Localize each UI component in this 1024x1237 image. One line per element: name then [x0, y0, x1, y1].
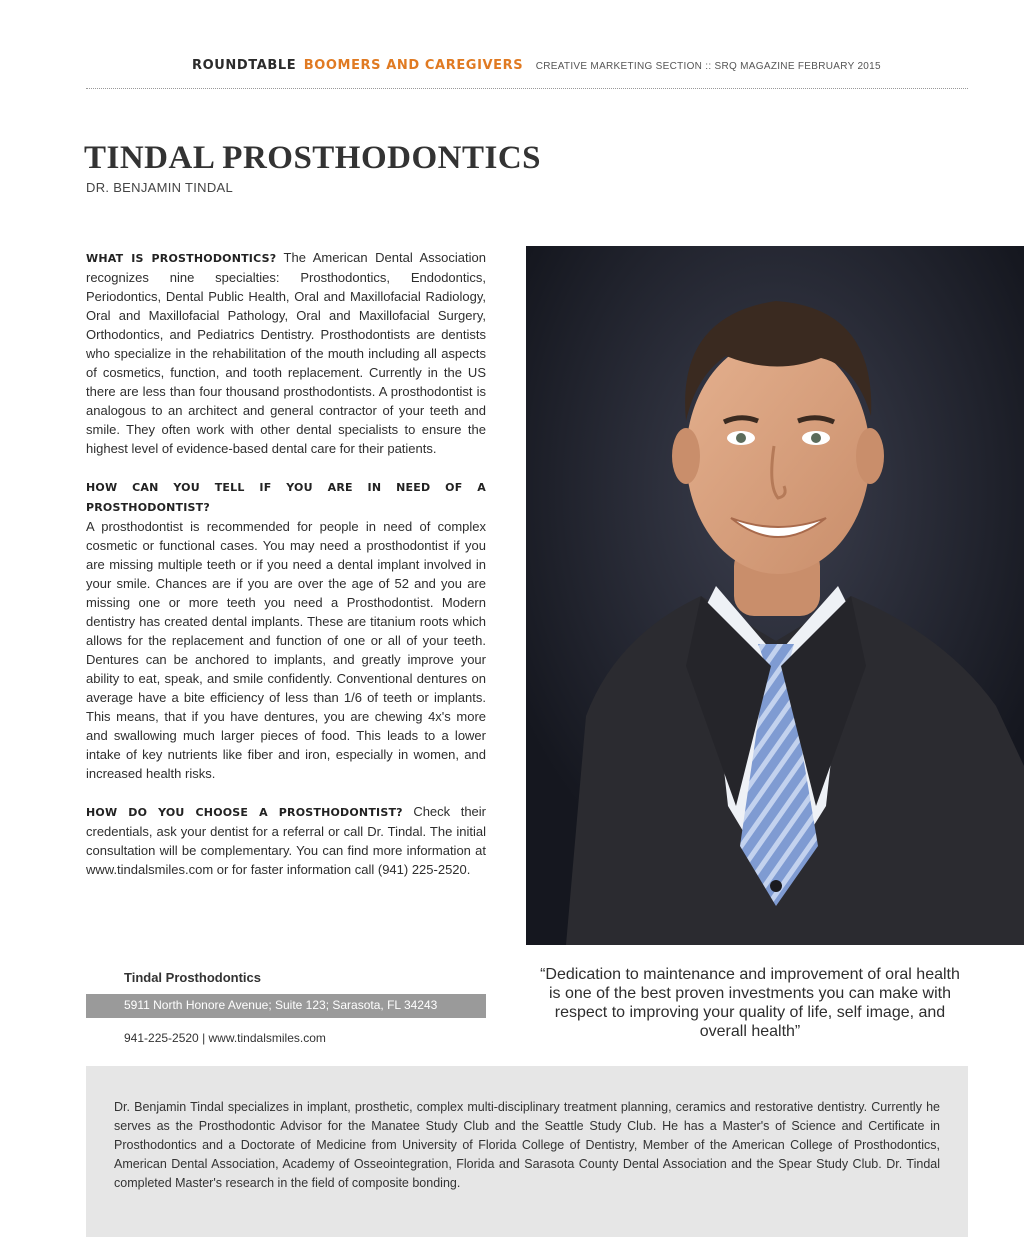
contact-card	[86, 964, 486, 1054]
portrait-illustration	[526, 246, 1024, 945]
header-section: ROUNDTABLE	[192, 58, 297, 73]
section-heading: WHAT IS PROSTHODONTICS?	[86, 252, 277, 265]
section-text: A prosthodontist is recommended for people in need of complex cosmetic or functional cases. You may need a prosthodontist if you are missing multiple teeth or if you need a dental implant involved in your smile. Chances are if you are over the age of 52 and you are missing one or more teeth you need a Prosthodontist. Modern dentistry has created dental implants. These are titanium roots which allows for the replacement and function of one or all of your teeth. Dentures can be anchored to implants, and greatly improve your ability to eat, speak, and smile confidently. Conventional dentures on average have a bite efficiency of less than 1/6 of teeth or implants. This means, that if you have dentures, you are chewing 4x's more and swallowing much larger pieces of food. This leads to a lower intake of key nutrients like fiber and iron, especially in women, and increased health risks.	[86, 519, 486, 781]
address-band	[86, 994, 486, 1018]
running-header	[192, 56, 892, 74]
section-choose	[86, 802, 486, 879]
pull-quote: “Dedication to maintenance and improvement of oral health is one of the best proven investments you can make with respect to improving your quality of life, self image, and overall health”	[540, 966, 960, 1040]
section-heading: HOW CAN YOU TELL IF YOU ARE IN NEED OF A PROSTHODONTIST?	[86, 481, 486, 514]
section-heading: HOW DO YOU CHOOSE A PROSTHODONTIST?	[86, 806, 403, 819]
portrait-photo	[526, 246, 1024, 945]
page-title: TINDAL PROSTHODONTICS	[84, 140, 542, 176]
author-name: DR. BENJAMIN TINDAL	[86, 180, 234, 195]
section-need	[86, 477, 486, 783]
header-source: CREATIVE MARKETING SECTION :: SRQ MAGAZINE FEBRUARY 2015	[535, 61, 881, 72]
section-text: Check their credentials, ask your dentist for a referral or call Dr. Tindal. The initial consultation will be complementary. You can find more information at www.tindalsmiles.com or for faster information call (941) 225-2520.	[86, 804, 486, 877]
bio-text: Dr. Benjamin Tindal specializes in implant, prosthetic, complex multi-disciplinary treatment planning, ceramics and restorative dentistry. Currently he serves as the Prosthodontic Advisor for the Manatee Study Club and the Seattle Study Club. He has a Master's of Science and Certificate in Prosthodontics and a Doctorate of Medicine from University of Florida College of Dentistry, Member of the American College of Prosthodontics, American Dental Association, Academy of Osseointegration, Florida and Sarasota County Dental Association and the Spear Study Club. Dr. Tindal completed Master's research in the field of composite bonding.	[114, 1100, 940, 1190]
business-contact: 941-225-2520 | www.tindalsmiles.com	[124, 1031, 326, 1045]
section-what-is	[86, 248, 486, 458]
business-name: Tindal Prosthodontics	[124, 970, 261, 985]
article-body	[86, 248, 486, 898]
bio-box	[86, 1066, 968, 1237]
header-topic: BOOMERS AND CAREGIVERS	[303, 58, 524, 73]
section-text: The American Dental Association recognizes nine specialties: Prosthodontics, Endodontics, Periodontics, Dental Public Health, Oral and Maxillofacial Radiology, Oral and Maxillofacial Pathology, Oral and Maxillofacial Surgery, Orthodontics, and Pediatrics Dentistry. Prosthodontists are dentists who specialize in the rehabilitation of the mouth including all aspects of cosmetics, function, and tooth replacement. Currently in the US there are less than four thousand prosthodontists. A prosthodontist is analogous to an architect and general contractor of your teeth and smile. They often work with other dental specialists to ensure the highest level of evidence-based dental care for their patients.	[86, 250, 486, 456]
header-divider	[86, 88, 968, 89]
business-address: 5911 North Honore Avenue; Suite 123; Sarasota, FL 34243	[124, 998, 438, 1012]
